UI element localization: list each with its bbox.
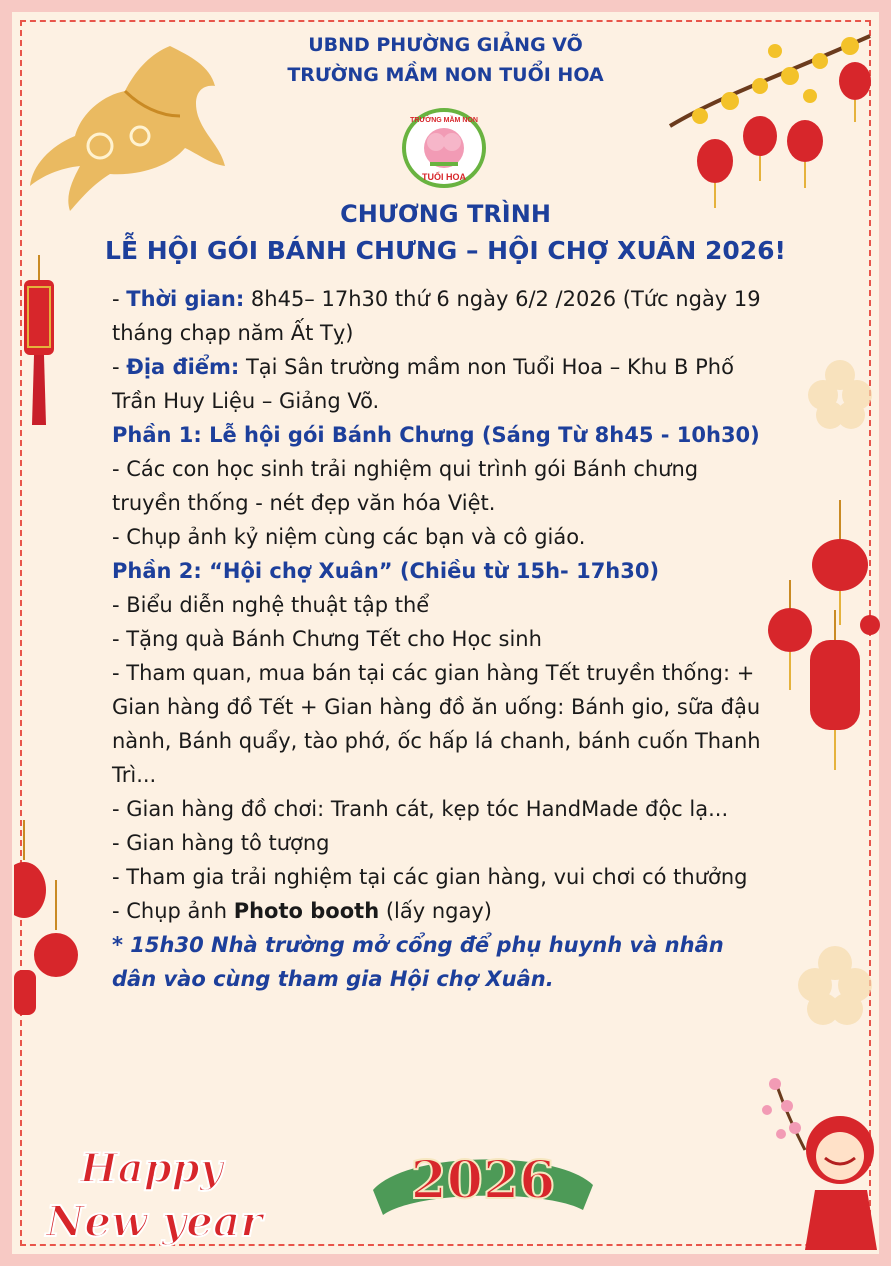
school-logo — [402, 108, 486, 188]
time-value: 8h45– 17h30 thứ 6 ngày 6/2 /2026 (Tức ngày 19 tháng chạp năm Ất Tỵ) — [112, 287, 761, 345]
part2-title: Phần 2: “Hội chợ Xuân” (Chiều từ 15h- 17h30) — [112, 559, 660, 583]
time-line: - Thời gian: 8h45– 17h30 thứ 6 ngày 6/2 /2026 (Tức ngày 19 tháng chạp năm Ất Tỵ) — [112, 287, 761, 345]
time-label: Thời gian: — [126, 287, 245, 311]
gate-note: * 15h30 Nhà trường mở cổng để phụ huynh và nhân dân vào cùng tham gia Hội chợ Xuân. — [112, 933, 724, 991]
logo-bottom-text: TUỔI HOA — [422, 172, 466, 182]
part2-item: - Tham gia trải nghiệm tại các gian hàng, vui chơi có thưởng — [112, 865, 748, 889]
photo-prefix: - Chụp ảnh — [112, 899, 234, 923]
photo-line — [112, 894, 772, 928]
part2-item: - Tham quan, mua bán tại các gian hàng Tết truyền thống: + Gian hàng đồ Tết + Gian hàng đồ ăn uống: Bánh gio, sữa đậu nành, Bánh quẩy, tào phớ, ốc hấp lá chanh, bánh cuốn Thanh Trì... — [112, 661, 761, 787]
program-title: CHƯƠNG TRÌNH — [340, 200, 551, 228]
year-2026-logo — [368, 1140, 598, 1220]
new-year-text: New year — [46, 1197, 263, 1246]
logo-top-text: TRƯỜNG MẦM NON — [410, 117, 478, 124]
program-content — [112, 282, 772, 996]
place-line: - Địa điểm: Tại Sân trường mầm non Tuổi Hoa – Khu B Phố Trần Huy Liệu – Giảng Võ. — [112, 355, 734, 413]
header-line-1: UBND PHƯỜNG GIẢNG VÕ — [308, 34, 583, 56]
faint-flower-icon — [805, 350, 875, 440]
year-text: 2026 — [410, 1150, 556, 1211]
part1-item: - Các con học sinh trải nghiệm qui trình gói Bánh chưng truyền thống - nét đẹp văn hóa Việt. — [112, 457, 699, 515]
part1-item: - Chụp ảnh kỷ niệm cùng các bạn và cô giáo. — [112, 525, 586, 549]
photo-suffix: (lấy ngay) — [379, 899, 492, 923]
place-value: Tại Sân trường mầm non Tuổi Hoa – Khu B Phố Trần Huy Liệu – Giảng Võ. — [112, 355, 734, 413]
left-bottom-lanterns-icon — [14, 820, 84, 1020]
event-title: LỄ HỘI GÓI BÁNH CHƯNG – HỘI CHỢ XUÂN 2026! — [105, 236, 786, 265]
happy-text: Happy — [80, 1145, 223, 1192]
happy-new-year-logo — [42, 1138, 272, 1248]
part1-title: Phần 1: Lễ hội gói Bánh Chưng (Sáng Từ 8h45 - 10h30) — [112, 423, 760, 447]
part2-item: - Biểu diễn nghệ thuật tập thể — [112, 593, 430, 617]
photo-bold: Photo booth — [233, 899, 380, 923]
golden-horse-icon — [20, 36, 230, 216]
place-label: Địa điểm: — [126, 355, 240, 379]
part2-item: - Gian hàng tô tượng — [112, 831, 330, 855]
part2-item: - Gian hàng đồ chơi: Tranh cát, kẹp tóc HandMade độc lạ... — [112, 797, 729, 821]
header-line-2: TRƯỜNG MẦM NON TUỔI HOA — [287, 64, 604, 86]
girl-with-blossom-icon — [755, 1070, 880, 1250]
right-lanterns-icon — [760, 500, 880, 780]
faint-flower-2-icon — [795, 935, 875, 1035]
left-lantern-icon — [14, 255, 64, 435]
part2-item: - Tặng quà Bánh Chưng Tết cho Học sinh — [112, 627, 542, 651]
